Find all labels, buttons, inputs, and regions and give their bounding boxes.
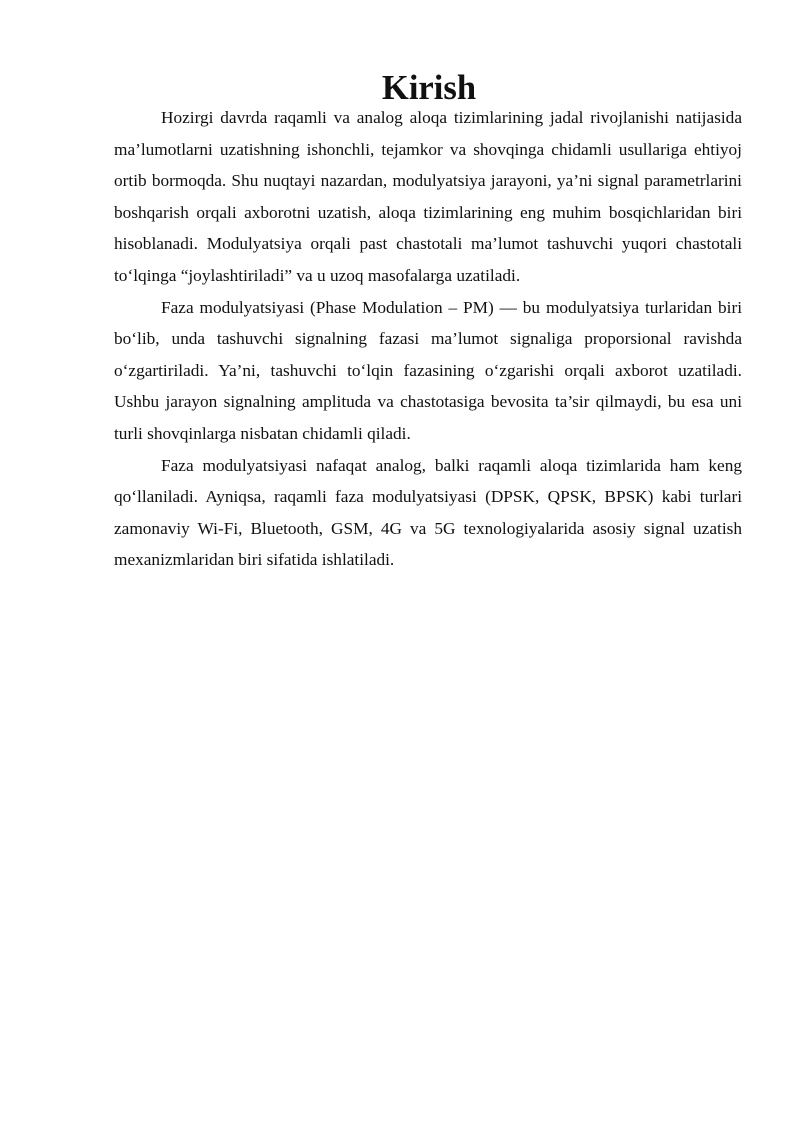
paragraph-digital-modulation: Faza modulyatsiyasi nafaqat analog, balki raqamli aloqa tizimlarida ham keng qo‘llaniladi. Ayniqsa, raqamli faza modulyatsiyasi (DPSK, QPSK, BPSK) kabi turlari zamonaviy Wi-Fi, Bluetooth, GSM, 4G va 5G texnologiyalarida asosiy signal uzatish mexanizmlaridan biri sifatida ishlatiladi.: [114, 455, 742, 570]
paragraph-introduction: Hozirgi davrda raqamli va analog aloqa tizimlarining jadal rivojlanishi natijasida ma’lumotlarni uzatishning ishonchli, tejamkor va shovqinga chidamli usullariga ehtiyoj ortib bormoqda. Shu nuqtayi nazardan, modulyatsiya jarayoni, ya’ni signal parametrlarini boshqarish orqali axborotni uzatish, aloqa tizimlarining eng muhim bosqichlaridan biri hisoblanadi. Modulyatsiya orqali past chastotali ma’lumot tashuvchi yuqori chastotali to‘lqinga “joylashtiriladi” va u uzoq masofalarga uzatiladi.: [114, 108, 742, 285]
paragraph-phase-modulation: Faza modulyatsiyasi (Phase Modulation – PM) — bu modulyatsiya turlaridan biri bo‘lib, unda tashuvchi signalning fazasi ma’lumot signaliga proporsional ravishda o‘zgartiriladi. Ya’ni, tashuvchi to‘lqin fazasining o‘zgarishi orqali axborot uzatiladi. Ushbu jarayon signalning amplituda va chastotasiga bevosita ta’sir qilmaydi, bu esa uni turli shovqinlarga nisbatan chidamli qiladi.: [114, 297, 742, 443]
section-title: Kirish: [381, 69, 477, 107]
document-body: [114, 69, 742, 576]
